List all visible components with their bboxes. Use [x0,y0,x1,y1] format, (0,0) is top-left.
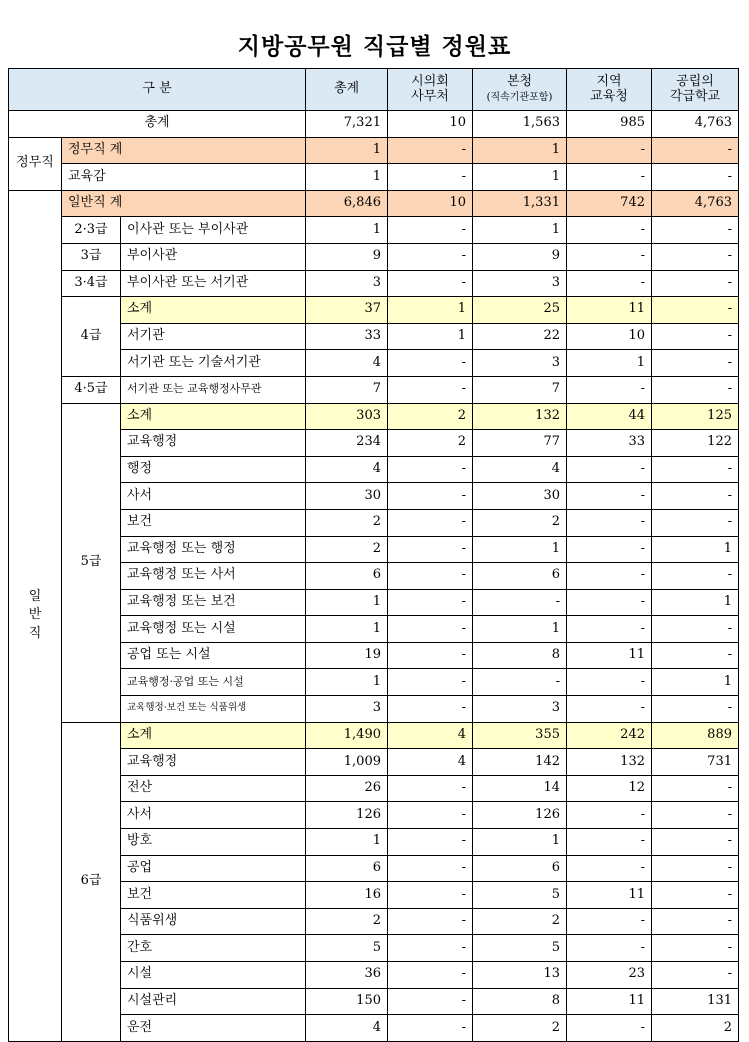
row-label: 시설관리 [121,988,306,1015]
header-category: 구 분 [9,69,306,111]
row-label: 사서 [121,483,306,510]
row-label: 운전 [121,1015,306,1042]
cell-hq: 355 [473,722,567,749]
row-label: 소계 [121,722,306,749]
row-label: 보건 [121,882,306,909]
header-regional: 지역 교육청 [567,69,652,111]
cell-council: - [388,962,473,989]
row-label: 소계 [121,297,306,324]
cell-council: - [388,1015,473,1042]
cell-school: - [652,323,739,350]
cell-regional: 23 [567,962,652,989]
cell-council: - [388,137,473,164]
cell-hq: 1,331 [473,190,567,217]
cell-school: - [652,270,739,297]
row-label: 총계 [9,111,306,138]
grade-cell: 3·4급 [62,270,121,297]
row-label: 교육감 [62,164,306,191]
header-total: 총계 [306,69,388,111]
cell-hq: 1 [473,536,567,563]
cell-total: 234 [306,430,388,457]
cell-school: - [652,243,739,270]
cell-total: 1,009 [306,749,388,776]
row-label: 교육행정 또는 시설 [121,616,306,643]
cell-school: - [652,509,739,536]
cell-regional: - [567,935,652,962]
cell-total: 5 [306,935,388,962]
cell-hq: - [473,589,567,616]
cell-total: 1 [306,669,388,696]
cell-school: - [652,962,739,989]
row-label: 이사관 또는 부이사관 [121,217,306,244]
cell-total: 30 [306,483,388,510]
cell-school: 1 [652,589,739,616]
cell-council: - [388,829,473,856]
cell-school: - [652,855,739,882]
cell-council: - [388,696,473,723]
cell-school: - [652,563,739,590]
cell-hq: 7 [473,376,567,403]
cell-regional: - [567,1015,652,1042]
cell-council: - [388,589,473,616]
cell-total: 1 [306,164,388,191]
cell-total: 7 [306,376,388,403]
header-school: 공립의 각급학교 [652,69,739,111]
cell-regional: - [567,456,652,483]
table-row [9,376,739,403]
cell-council: - [388,483,473,510]
row-label: 행정 [121,456,306,483]
row-label: 서기관 또는 기술서기관 [121,350,306,377]
cell-hq: 2 [473,509,567,536]
cell-council: - [388,563,473,590]
table-row [9,403,739,430]
cell-school: - [652,908,739,935]
cell-council: - [388,669,473,696]
cell-council: - [388,270,473,297]
row-label: 교육행정 [121,749,306,776]
cell-regional: - [567,536,652,563]
grade-cell: 5급 [62,403,121,722]
cell-total: 1,490 [306,722,388,749]
row-label: 교육행정·보건 또는 식품위생 [121,696,306,723]
cell-school: - [652,696,739,723]
cell-total: 6 [306,563,388,590]
cell-regional: 11 [567,642,652,669]
cell-regional: 33 [567,430,652,457]
table-row [9,243,739,270]
cell-school: 4,763 [652,111,739,138]
cell-council: - [388,456,473,483]
cell-regional: - [567,669,652,696]
row-label: 교육행정 또는 행정 [121,536,306,563]
cell-total: 36 [306,962,388,989]
row-label: 방호 [121,829,306,856]
cell-council: - [388,935,473,962]
cell-total: 1 [306,589,388,616]
cell-school: - [652,137,739,164]
cell-hq: 9 [473,243,567,270]
table-row [9,137,739,164]
cell-council: 1 [388,297,473,324]
table-row [9,722,739,749]
cell-total: 1 [306,616,388,643]
cell-council: 4 [388,749,473,776]
cell-hq: 77 [473,430,567,457]
cell-school: - [652,456,739,483]
cell-regional: 44 [567,403,652,430]
cell-council: - [388,855,473,882]
cell-council: - [388,775,473,802]
cell-school: - [652,217,739,244]
cell-school: - [652,829,739,856]
cell-council: 1 [388,323,473,350]
cell-school: 125 [652,403,739,430]
cell-council: - [388,536,473,563]
grade-cell: 2·3급 [62,217,121,244]
cell-council: 2 [388,430,473,457]
grade-cell: 3급 [62,243,121,270]
cell-regional: - [567,802,652,829]
row-label: 교육행정 [121,430,306,457]
cell-hq: 1 [473,829,567,856]
row-label: 공업 또는 시설 [121,642,306,669]
cell-school: - [652,164,739,191]
cell-total: 2 [306,908,388,935]
header-council: 시의회 사무처 [388,69,473,111]
table-row [9,297,739,324]
cell-regional: - [567,137,652,164]
row-label: 공업 [121,855,306,882]
staffing-table [8,68,739,1042]
cell-total: 1 [306,829,388,856]
table-row [9,111,739,138]
cell-council: 4 [388,722,473,749]
cell-school: - [652,642,739,669]
row-label: 부이사관 또는 서기관 [121,270,306,297]
cell-hq: 22 [473,323,567,350]
cell-school: - [652,882,739,909]
row-label: 교육행정 또는 사서 [121,563,306,590]
cell-total: 2 [306,536,388,563]
cell-council: - [388,616,473,643]
cell-regional: - [567,563,652,590]
cell-total: 1 [306,137,388,164]
cell-total: 150 [306,988,388,1015]
cell-council: 10 [388,190,473,217]
cell-council: 10 [388,111,473,138]
cell-hq: 3 [473,350,567,377]
cell-council: - [388,350,473,377]
table-row [9,190,739,217]
row-label: 소계 [121,403,306,430]
cell-council: - [388,802,473,829]
cell-regional: - [567,696,652,723]
row-label: 전산 [121,775,306,802]
cell-school: - [652,297,739,324]
cell-school: - [652,775,739,802]
cell-regional: - [567,376,652,403]
cell-hq: 8 [473,642,567,669]
cell-hq: 13 [473,962,567,989]
cell-school: 731 [652,749,739,776]
cell-hq: 2 [473,908,567,935]
cell-hq: 142 [473,749,567,776]
cell-school: - [652,483,739,510]
grade-cell: 4급 [62,297,121,377]
cell-total: 4 [306,456,388,483]
cell-council: - [388,509,473,536]
cell-total: 26 [306,775,388,802]
cell-regional: 11 [567,988,652,1015]
cell-total: 2 [306,509,388,536]
cell-school: - [652,350,739,377]
cell-hq: 5 [473,882,567,909]
cell-school: - [652,616,739,643]
cell-total: 6 [306,855,388,882]
cell-total: 6,846 [306,190,388,217]
cell-council: - [388,376,473,403]
cell-regional: 1 [567,350,652,377]
cell-hq: 1,563 [473,111,567,138]
cell-hq: 14 [473,775,567,802]
cell-total: 3 [306,270,388,297]
cell-school: - [652,935,739,962]
cell-hq: - [473,669,567,696]
cell-regional: - [567,908,652,935]
cell-regional: - [567,829,652,856]
row-label: 부이사관 [121,243,306,270]
row-label: 식품위생 [121,908,306,935]
cell-total: 19 [306,642,388,669]
cell-regional: - [567,243,652,270]
row-label: 간호 [121,935,306,962]
row-label: 사서 [121,802,306,829]
cell-council: - [388,908,473,935]
grade-cell: 4·5급 [62,376,121,403]
cell-total: 37 [306,297,388,324]
cell-hq: 4 [473,456,567,483]
cell-total: 16 [306,882,388,909]
cell-council: 2 [388,403,473,430]
cell-school: 1 [652,669,739,696]
cell-total: 303 [306,403,388,430]
cell-regional: - [567,589,652,616]
cell-school: 122 [652,430,739,457]
table-row [9,217,739,244]
cell-regional: 985 [567,111,652,138]
cell-hq: 6 [473,855,567,882]
cell-total: 4 [306,350,388,377]
cell-hq: 30 [473,483,567,510]
cell-council: - [388,164,473,191]
cell-hq: 1 [473,616,567,643]
cell-hq: 8 [473,988,567,1015]
cell-regional: - [567,616,652,643]
cell-regional: 12 [567,775,652,802]
cell-total: 7,321 [306,111,388,138]
cell-total: 3 [306,696,388,723]
cell-regional: 11 [567,297,652,324]
header-hq: 본청 (직속기관포함) [473,69,567,111]
cell-total: 9 [306,243,388,270]
cell-regional: - [567,483,652,510]
cell-school: - [652,376,739,403]
cell-regional: 132 [567,749,652,776]
row-label: 시설 [121,962,306,989]
cell-regional: - [567,270,652,297]
cell-hq: 3 [473,696,567,723]
cell-regional: 242 [567,722,652,749]
cell-total: 1 [306,217,388,244]
cell-hq: 5 [473,935,567,962]
cell-regional: - [567,164,652,191]
grade-cell: 6급 [62,722,121,1041]
header-row [9,69,739,111]
cell-hq: 3 [473,270,567,297]
row-label: 보건 [121,509,306,536]
cell-school: 1 [652,536,739,563]
cell-total: 33 [306,323,388,350]
cell-council: - [388,217,473,244]
table-row [9,164,739,191]
cell-regional: 742 [567,190,652,217]
group-general: 일 반 직 [9,190,62,1041]
cell-school: - [652,802,739,829]
table-row [9,270,739,297]
row-label: 교육행정 또는 보건 [121,589,306,616]
cell-hq: 2 [473,1015,567,1042]
group-political: 정무직 [9,137,62,190]
cell-council: - [388,642,473,669]
cell-hq: 132 [473,403,567,430]
cell-regional: - [567,509,652,536]
cell-regional: - [567,217,652,244]
cell-council: - [388,243,473,270]
cell-hq: 1 [473,217,567,244]
cell-hq: 126 [473,802,567,829]
cell-total: 126 [306,802,388,829]
row-label: 일반직 계 [62,190,306,217]
cell-school: 2 [652,1015,739,1042]
cell-hq: 25 [473,297,567,324]
cell-hq: 1 [473,164,567,191]
cell-council: - [388,882,473,909]
cell-hq: 6 [473,563,567,590]
cell-regional: - [567,855,652,882]
row-label: 서기관 또는 교육행정사무관 [121,376,306,403]
cell-regional: 10 [567,323,652,350]
cell-school: 889 [652,722,739,749]
cell-regional: 11 [567,882,652,909]
cell-hq: 1 [473,137,567,164]
cell-council: - [388,988,473,1015]
row-label: 정무직 계 [62,137,306,164]
page-title: 지방공무원 직급별 정원표 [237,34,512,60]
row-label: 교육행정·공업 또는 시설 [121,669,306,696]
cell-school: 131 [652,988,739,1015]
cell-total: 4 [306,1015,388,1042]
cell-school: 4,763 [652,190,739,217]
row-label: 서기관 [121,323,306,350]
